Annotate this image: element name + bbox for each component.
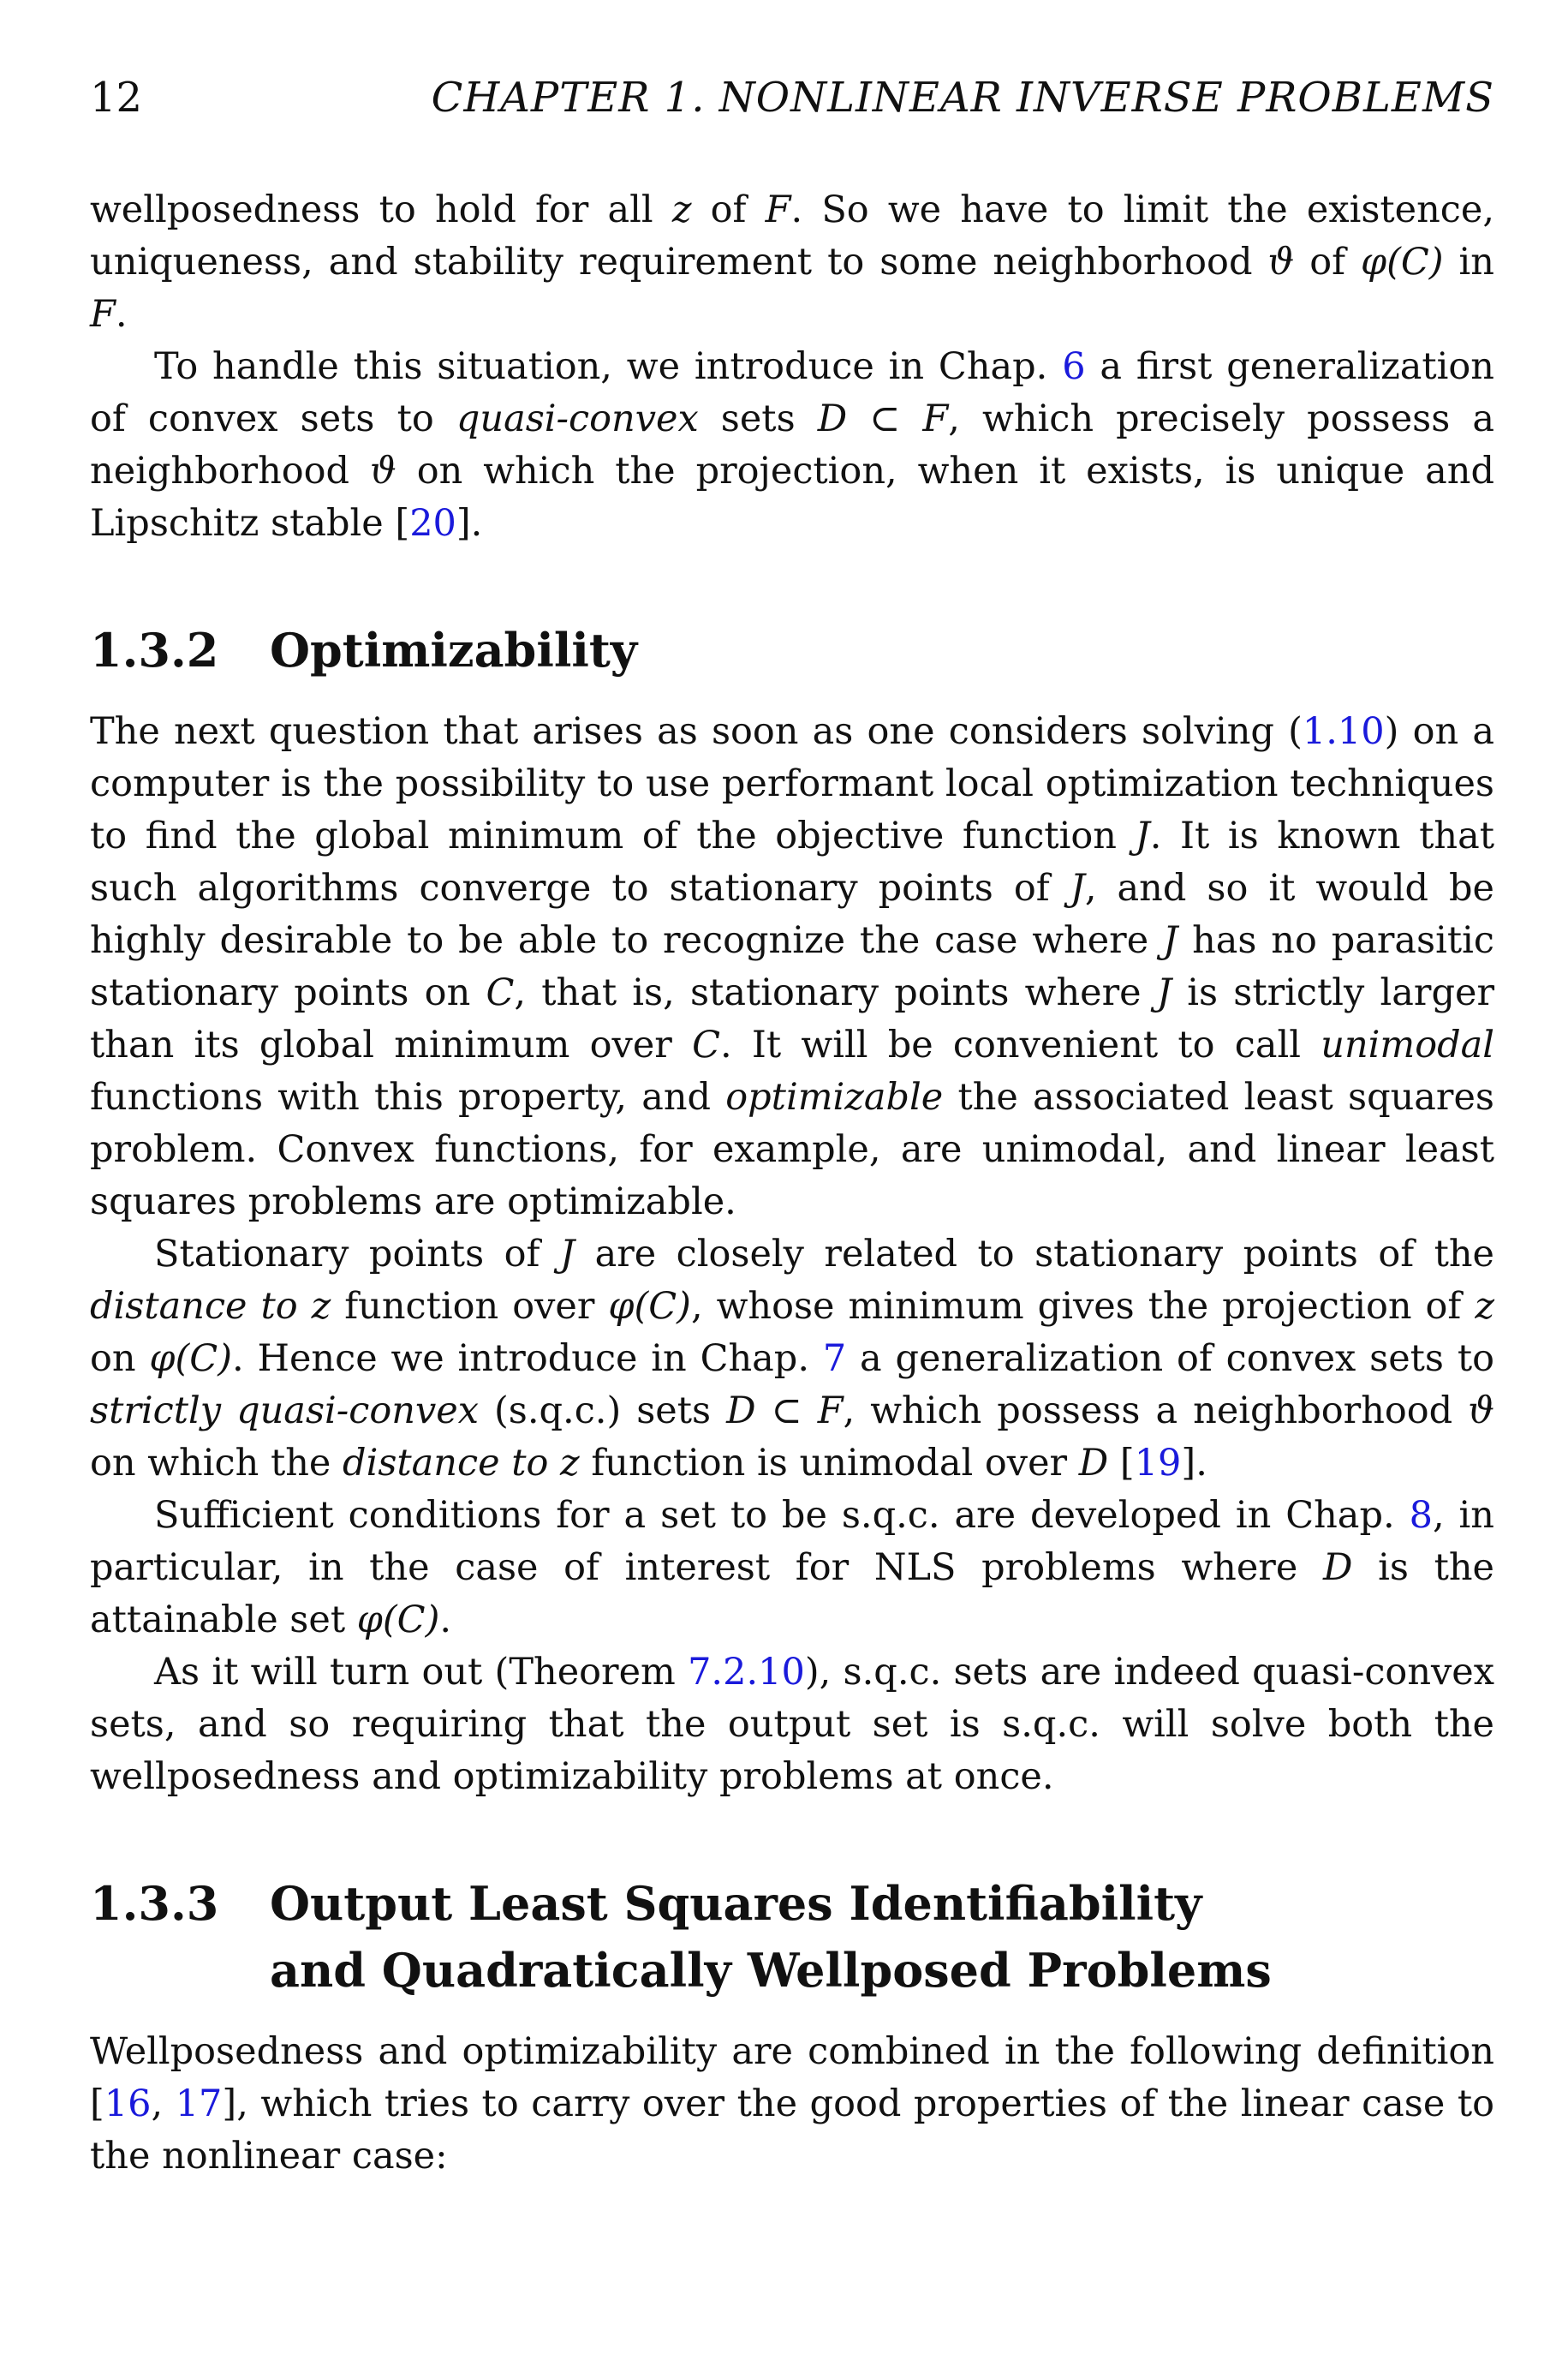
chapter-link[interactable]: 8: [1409, 1494, 1433, 1537]
citation-link[interactable]: 19: [1134, 1442, 1182, 1485]
chapter-link[interactable]: 6: [1062, 345, 1086, 388]
section-number: 1.3.3: [90, 1876, 219, 1931]
paragraph: wellposedness to hold for all z of F. So we have to limit the existence, uniqueness, and stability requirement to some neighborhood ϑ of φ(C) in F.: [90, 188, 1495, 336]
section-heading: [90, 1870, 1494, 2004]
section-title: [270, 1870, 1494, 2004]
paragraph: Stationary points of J are closely related to stationary points of the distance to z function over φ(C), whose minimum gives the projection of z on φ(C). Hence we introduce in Chap. 7 a generalization of convex sets to strictly quasi-convex (s.q.c.) sets D ⊂ F, which possess a neighborhood ϑ on which the distance to z function is unimodal over D [19].: [90, 1233, 1494, 1485]
paragraph: Sufficient conditions for a set to be s.q.c. are developed in Chap. 8, in particular, in the case of interest for NLS problems where D is the attainable set φ(C).: [90, 1494, 1495, 1641]
paragraph: As it will turn out (Theorem 7.2.10), s.q.c. sets are indeed quasi-convex sets, and so requiring that the output set is s.q.c. will solve both the wellposedness and optimizability problems at once.: [90, 1651, 1494, 1798]
section-number: 1.3.2: [90, 623, 219, 678]
section-title-line: Output Least Squares Identifiability: [270, 1876, 1202, 1931]
chapter-link[interactable]: 7: [822, 1337, 847, 1380]
paragraph: The next question that arises as soon as one considers solving (1.10) on a computer is the possibility to use performant local optimization techniques to find the global minimum of the objective function J. It is known that such algorithms converge to stationary points of J, and so it would be highly desirable to be able to recognize the case where J has no parasitic stationary points on C, that is, stationary points where J is strictly larger than its global minimum over C. It will be convenient to call unimodal functions with this property, and optimizable the associated least squares problem. Convex functions, for example, are unimodal, and linear least squares problems are optimizable.: [90, 710, 1494, 1223]
section-heading: [90, 617, 1494, 684]
citation-link[interactable]: 20: [409, 502, 456, 545]
section-title: Optimizability: [270, 623, 638, 678]
page-header: [90, 72, 1494, 123]
paragraph: Wellposedness and optimizability are combined in the following definition [16, 17], which tries to carry over the good properties of the linear case to the nonlinear case:: [90, 2030, 1494, 2178]
citation-link[interactable]: 17: [175, 2082, 223, 2125]
theorem-link[interactable]: 7.2.10: [688, 1651, 805, 1694]
equation-link[interactable]: 1.10: [1302, 710, 1385, 753]
page-body: [90, 184, 1494, 2183]
section-title-line: and Quadratically Wellposed Problems: [270, 1943, 1272, 1998]
page-number: 12: [90, 74, 143, 122]
running-title: CHAPTER 1. NONLINEAR INVERSE PROBLEMS: [431, 74, 1494, 122]
citation-link[interactable]: 16: [104, 2082, 152, 2125]
paragraph: To handle this situation, we introduce in Chap. 6 a first generalization of convex sets to quasi-convex sets D ⊂ F, which precisely possess a neighborhood ϑ on which the projection, when it exists, is unique and Lipschitz stable [20].: [90, 345, 1494, 545]
